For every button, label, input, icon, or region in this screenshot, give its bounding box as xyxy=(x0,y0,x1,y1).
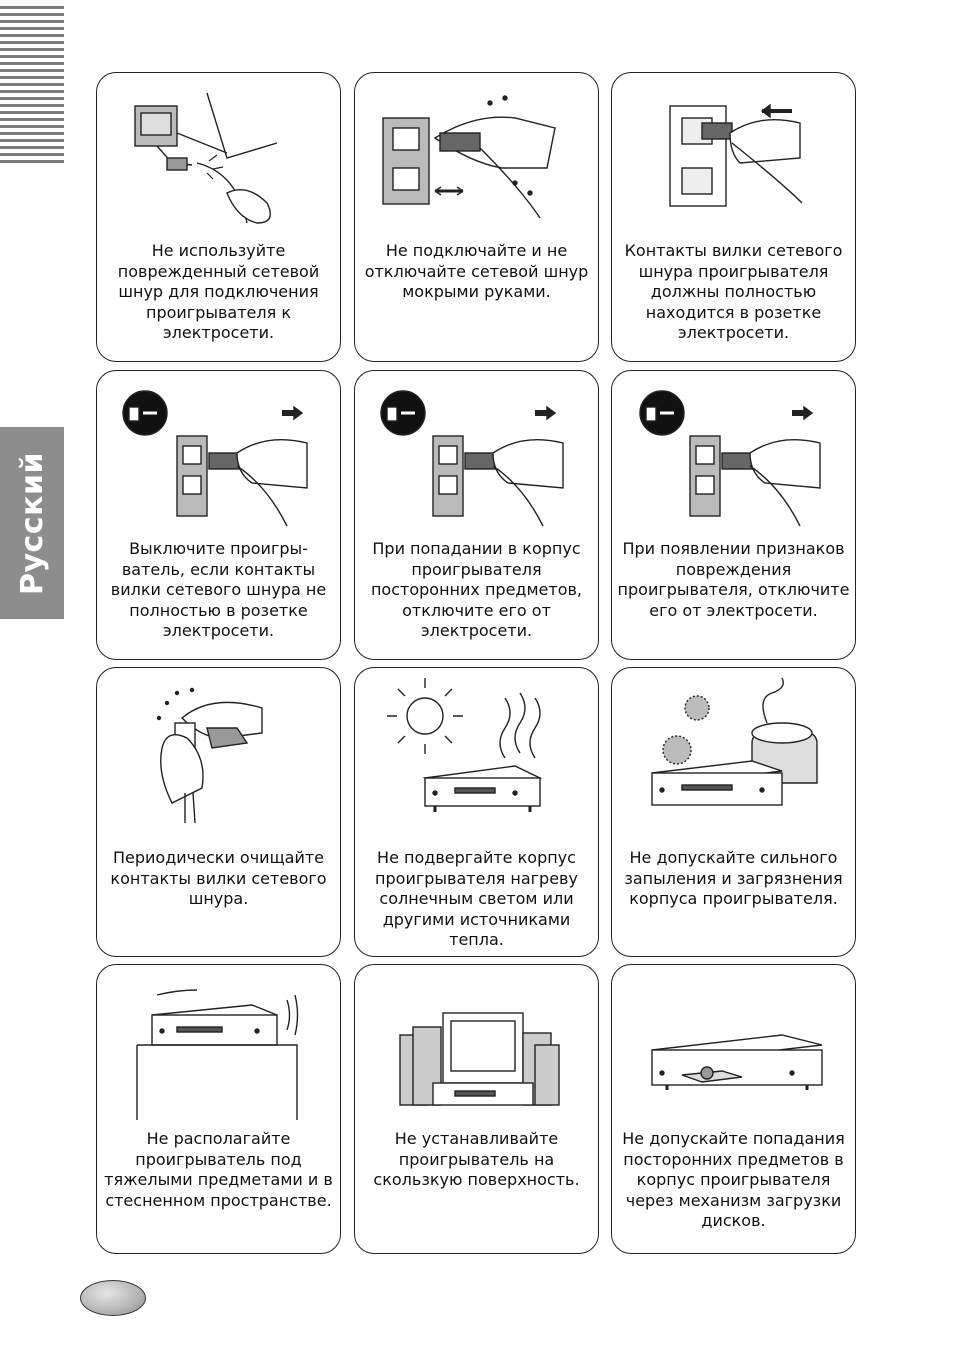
safety-card-slippery-surface xyxy=(354,964,599,1254)
card-caption: Не подвергайте корпус проигрывателя нагреву солнечным светом или другими источниками тепла. xyxy=(375,848,578,950)
safety-card-wet-hands xyxy=(354,72,599,362)
safety-card-heat xyxy=(354,667,599,957)
language-label: Русский xyxy=(14,451,50,595)
card-caption: Не подключайте и не отключайте сетевой шнур мокрыми руками. xyxy=(364,241,589,302)
card-caption: При попадании в корпус проигрывателя посторонних предметов, отключите его от электросети. xyxy=(370,539,583,641)
language-side-tab xyxy=(0,427,64,619)
safety-card-heavy-objects xyxy=(96,964,341,1254)
unplug-illustration xyxy=(97,371,340,531)
unplug-illustration xyxy=(612,371,855,531)
safety-card-loose-plug xyxy=(96,370,341,660)
card-caption: Не используйте поврежденный сетевой шнур для подключения проигрывателя к электросети. xyxy=(117,241,320,343)
damaged-cord-illustration xyxy=(97,73,340,233)
card-caption: Не располагайте проигрыватель под тяжелыми предметами и в стесненном пространстве. xyxy=(104,1129,333,1210)
confined-space-illustration xyxy=(97,965,340,1125)
safety-card-clean-plug xyxy=(96,667,341,957)
page-number-oval xyxy=(80,1280,146,1316)
card-caption: Не устанавливайте проигрыватель на скользкую поверхность. xyxy=(373,1129,580,1190)
decorative-stripes xyxy=(0,6,64,164)
wet-hands-illustration xyxy=(355,73,598,233)
safety-card-damaged-cord xyxy=(96,72,341,362)
card-caption: Не допускайте сильного запыления и загрязнения корпуса проигрывателя. xyxy=(624,848,843,909)
safety-card-dust xyxy=(611,667,856,957)
card-caption: Контакты вилки сетевого шнура проигрывателя должны полностью находится в розетке электросети. xyxy=(624,241,843,343)
unplug-illustration xyxy=(355,371,598,531)
clean-plug-illustration xyxy=(97,668,340,828)
card-caption: Не допускайте попадания посторонних предметов в корпус проигрывателя через механизм загрузки дисков. xyxy=(622,1129,845,1231)
sun-heat-illustration xyxy=(355,668,598,828)
dust-illustration xyxy=(612,668,855,828)
card-caption: Выключите проигры- ватель, если контакты вилки сетевого шнура не полностью в розетке электросети. xyxy=(110,539,327,641)
safety-card-plug-fully-inserted xyxy=(611,72,856,362)
stereo-system-illustration xyxy=(355,965,598,1125)
safety-card-disc-tray xyxy=(611,964,856,1254)
safety-card-foreign-objects xyxy=(354,370,599,660)
card-caption: Периодически очищайте контакты вилки сетевого шнура. xyxy=(110,848,327,909)
card-caption: При появлении признаков повреждения проигрывателя, отключите его от электросети. xyxy=(617,539,850,620)
plug-inserted-illustration xyxy=(612,73,855,233)
safety-card-damage-signs xyxy=(611,370,856,660)
disc-tray-illustration xyxy=(612,965,855,1125)
